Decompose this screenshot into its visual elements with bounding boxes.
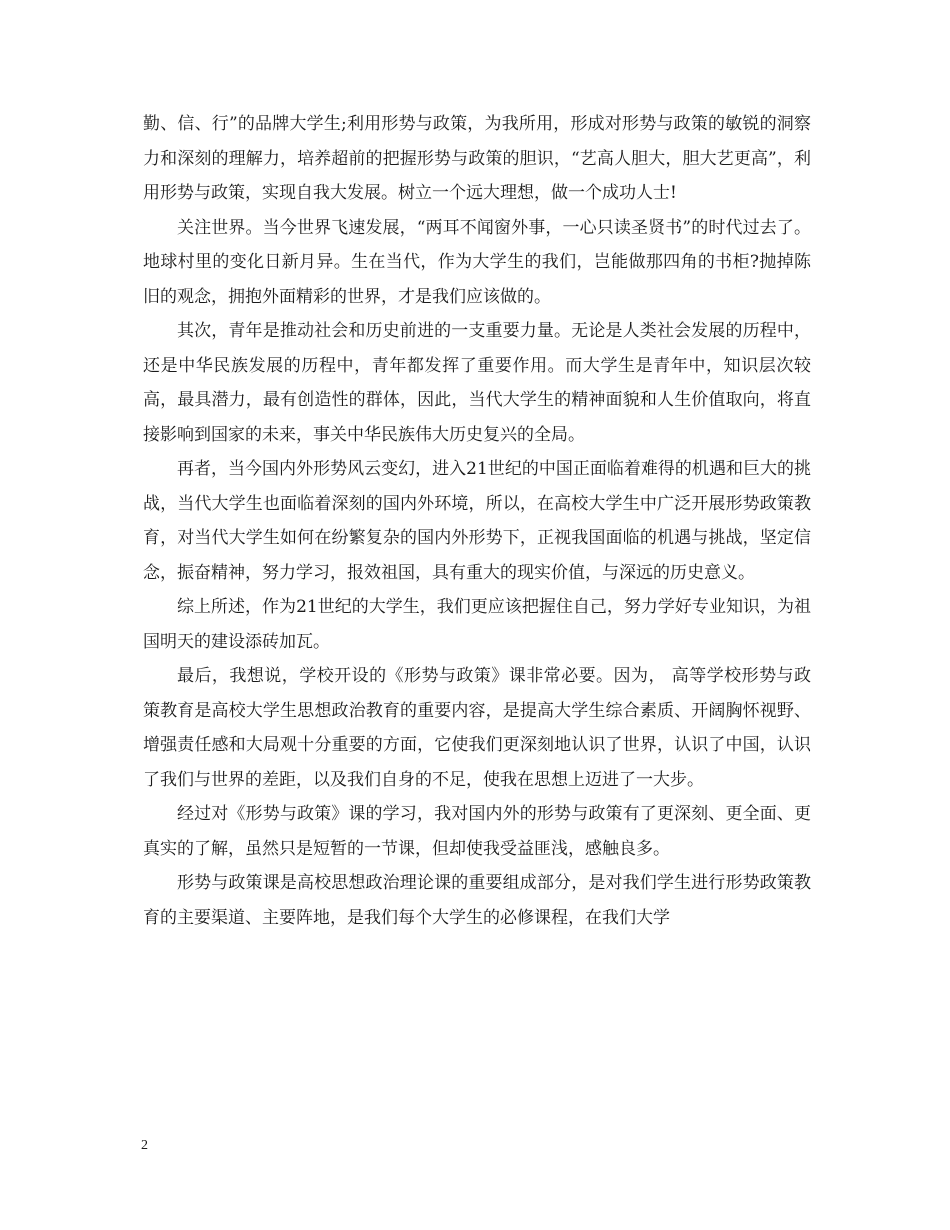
paragraph-7: 经过对《形势与政策》课的学习，我对国内外的形势与政策有了更深刻、更全面、更真实的了解，虽然只是短暂的一节课，但却使我受益匪浅，感触良多。: [143, 804, 811, 859]
page-number: 2: [141, 1138, 148, 1153]
paragraph-8: 形势与政策课是高校思想政治理论课的重要组成部分，是对我们学生进行形势政策教育的主要渠道、主要阵地，是我们每个大学生的必修课程，在我们大学: [143, 873, 811, 928]
paragraph-2: 关注世界。当今世界飞速发展，“两耳不闻窗外事，一心只读圣贤书”的时代过去了。地球村里的变化日新月异。生在当代，作为大学生的我们，岂能做那四角的书柜?抛掉陈旧的观念，拥抱外面精彩的世界，才是我们应该做的。: [143, 217, 811, 307]
paragraph-5: 综上所述，作为21世纪的大学生，我们更应该把握住自己，努力学好专业知识，为祖国明天的建设添砖加瓦。: [143, 597, 811, 652]
paragraph-4: 再者，当今国内外形势风云变幻，进入21世纪的中国正面临着难得的机遇和巨大的挑战，当代大学生也面临着深刻的国内外环境，所以，在高校大学生中广泛开展形势政策教育，对当代大学生如何在纷繁复杂的国内外形势下，正视我国面临的机遇与挑战，坚定信念，振奋精神，努力学习，报效祖国，具有重大的现实价值，与深远的历史意义。: [143, 459, 811, 583]
paragraph-1: 勤、信、行”的品牌大学生;利用形势与政策，为我所用，形成对形势与政策的敏锐的洞察力和深刻的理解力，培养超前的把握形势与政策的胆识，“艺高人胆大，胆大艺更高”，利用形势与政策，实现自我大发展。树立一个远大理想，做一个成功人士!: [143, 114, 811, 203]
paragraph-3: 其次，青年是推动社会和历史前进的一支重要力量。无论是人类社会发展的历程中，还是中华民族发展的历程中，青年都发挥了重要作用。而大学生是青年中，知识层次较高，最具潜力，最有创造性的群体，因此，当代大学生的精神面貌和人生价值取向，将直接影响到国家的未来，事关中华民族伟大历史复兴的全局。: [143, 321, 811, 445]
paragraph-6: 最后，我想说，学校开设的《形势与政策》课非常必要。因为， 高等学校形势与政策教育是高校大学生思想政治教育的重要内容，是提高大学生综合素质、开阔胸怀视野、增强责任感和大局观十分重要的方面，它使我们更深刻地认识了世界，认识了中国，认识了我们与世界的差距，以及我们自身的不足，使我在思想上迈进了一大步。: [143, 666, 811, 790]
body-text: [143, 107, 811, 935]
